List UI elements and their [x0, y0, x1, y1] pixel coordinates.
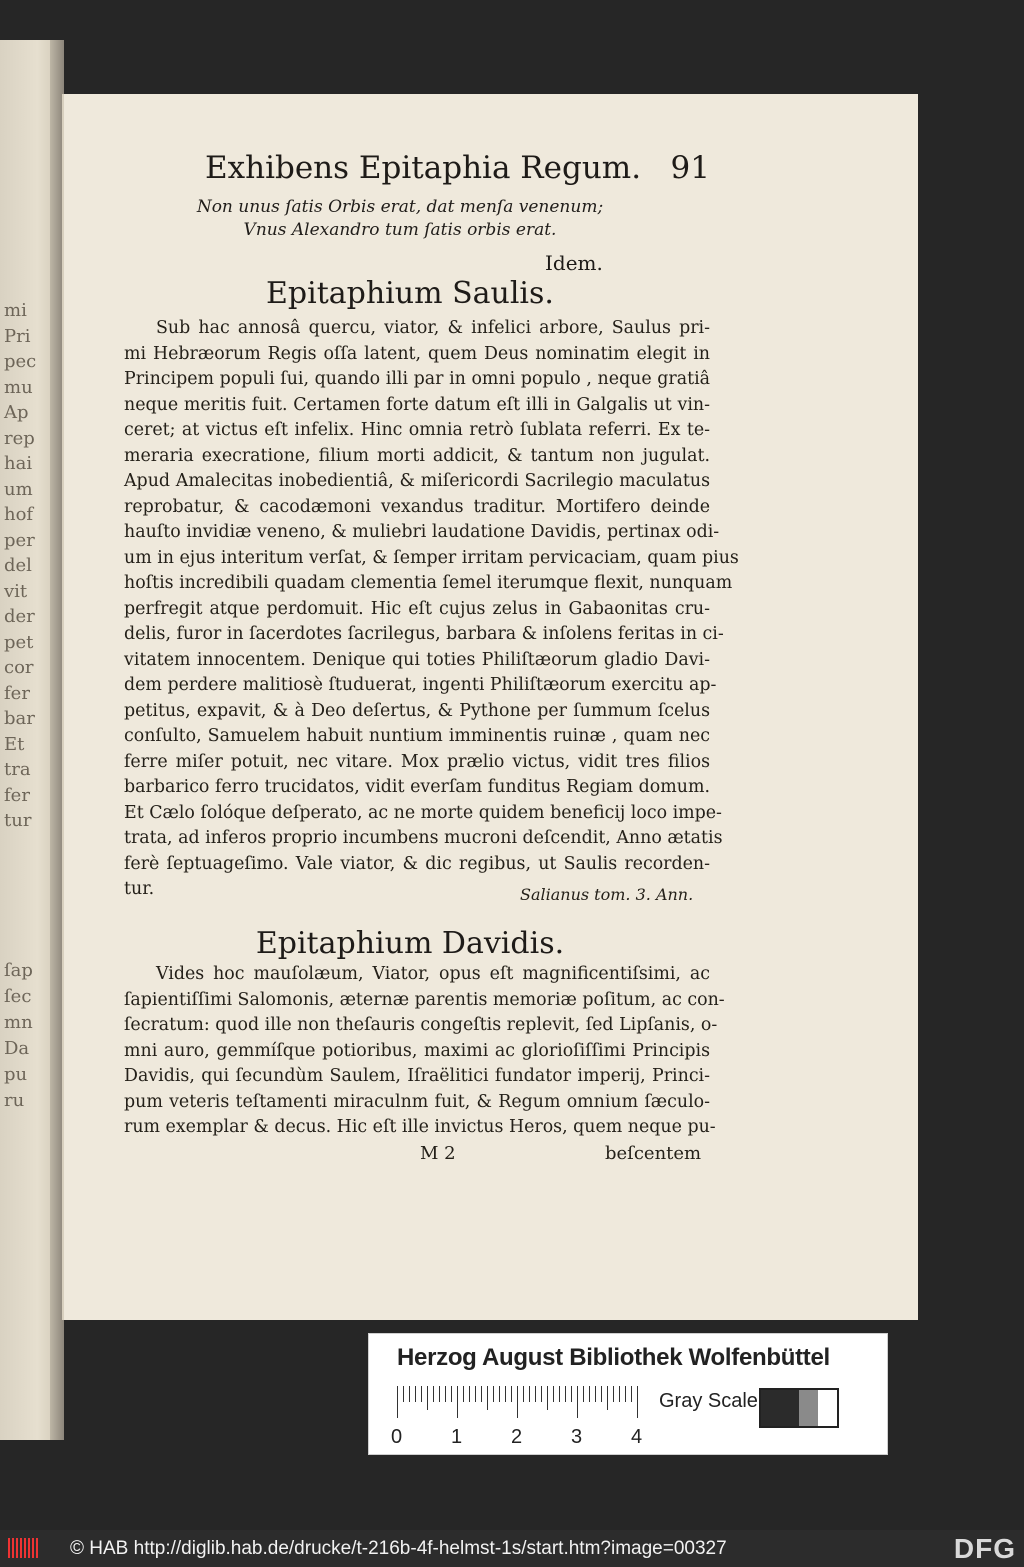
body-saulis-line: tur. — [124, 879, 155, 899]
body-saulis-line: mi Hebræorum Regis oſſa latent, quem Deus nominatim elegit in — [124, 343, 710, 364]
ruler-number: 3 — [571, 1426, 583, 1448]
body-saulis-line: barbarico ferro trucidatos, vidit everſam funditus Regiam domum. — [124, 777, 710, 797]
ruler-tick — [607, 1386, 608, 1410]
body-saulis-line: delis, furor in ſacerdotes ſacrilegus, barbara & inſolens feritas in ci- — [124, 624, 724, 644]
previous-page-fragment: ſec — [4, 986, 32, 1007]
body-saulis-line: meraria execratione, filium morti addicit, & tantum non jugulat. — [124, 445, 710, 466]
body-davidis-line: ſapientiſſimi Salomonis, æternæ parentis memoriæ poſitum, ac con- — [124, 989, 725, 1010]
running-title: Exhibens Epitaphia Regum. — [205, 150, 642, 186]
ruler-tick — [619, 1386, 620, 1402]
ruler-tick — [481, 1386, 482, 1402]
previous-page-fragment: del — [4, 555, 32, 576]
body-saulis-line: perfregit atque perdomuit. Hic eſt cujus zelus in Gabaonitas cru- — [124, 598, 710, 619]
ruler — [397, 1386, 647, 1418]
body-davidis-line: rum exemplar & decus. Hic eſt ille invictus Heros, quem neque pu- — [124, 1117, 716, 1137]
ruler-tick — [631, 1386, 632, 1402]
ruler-tick — [547, 1386, 548, 1410]
previous-page-fragment: fer — [4, 682, 30, 704]
previous-page-fragment: mi — [4, 300, 27, 321]
ruler-tick — [523, 1386, 524, 1402]
verse-line-2: Vnus Alexandro tum ſatis orbis erat. — [243, 220, 557, 240]
ruler-tick — [499, 1386, 500, 1402]
previous-page-fragment: tra — [4, 759, 31, 780]
previous-page-fragment: Ap — [4, 402, 29, 423]
ruler-tick — [529, 1386, 530, 1402]
body-davidis-line: Davidis, qui ſecundùm Saulem, Iſraëlitici fundator imperij, Princi- — [124, 1066, 710, 1086]
ruler-tick — [577, 1386, 578, 1418]
body-saulis-line: neque meritis fuit. Certamen forte datum eſt illi in Galgalis ut vin- — [124, 394, 710, 415]
gray-swatch — [780, 1390, 799, 1426]
ruler-tick — [517, 1386, 518, 1418]
body-saulis-line: Principem populi ſui, quando illi par in omni populo , neque gratiâ — [124, 369, 710, 389]
ruler-tick — [493, 1386, 494, 1402]
ruler-tick — [475, 1386, 476, 1402]
hab-logo-icon — [8, 1538, 38, 1558]
previous-page-fragment: fer — [4, 784, 30, 806]
ruler-tick — [589, 1386, 590, 1402]
body-saulis-line: dem perdere malitiosè ſtuduerat, ingenti Philiſtæorum exercitu ap- — [124, 675, 717, 695]
ruler-number: 0 — [391, 1426, 403, 1448]
ruler-tick — [505, 1386, 506, 1402]
previous-page-fragment: cor — [4, 657, 34, 678]
heading-epitaphium-davidis: Epitaphium Davidis. — [255, 926, 565, 961]
ruler-tick — [445, 1386, 446, 1402]
body-saulis — [124, 316, 739, 903]
ruler-tick — [469, 1386, 470, 1402]
body-saulis-line: Et Cælo ſolóque deſperato, ac ne morte quidem beneficij loco impe- — [124, 802, 722, 823]
body-davidis-line: Vides hoc mauſolæum, Viator, opus eſt magnificentiſsimi, ac — [156, 964, 710, 984]
previous-page-fragment: Et — [4, 733, 25, 755]
body-saulis-line: ferre miſer potuit, nec vitare. Mox prælio victus, vidit tres filios — [124, 751, 710, 772]
body-saulis-line: vitatem innocentem. Denique qui toties Philiſtæorum gladio Davi- — [124, 649, 710, 670]
body-saulis-line: ceret; at victus eſt infelix. Hinc omnia retrò ſublata referri. Ex te- — [124, 420, 710, 440]
body-saulis-line: trata, ad inferos proprio incumbens mucroni deſcendit, Anno ætatis — [124, 828, 723, 848]
previous-page-fragment: ſap — [4, 960, 33, 981]
gray-scale-label: Gray Scale — [659, 1390, 758, 1412]
previous-page-fragment: pec — [4, 351, 37, 372]
ruler-number: 2 — [511, 1426, 523, 1448]
ruler-tick — [583, 1386, 584, 1402]
previous-page-fragment: bar — [4, 708, 35, 729]
ruler-tick — [601, 1386, 602, 1402]
body-saulis-line: Apud Amalecitas inobedientiâ, & miſericordi Sacrilegio maculatus — [124, 471, 710, 491]
previous-page-fragment: ru — [4, 1090, 25, 1111]
body-davidis-line: mni auro, gemmíſque potioribus, maximi ac glorioſiſſimi Principis — [124, 1040, 710, 1061]
body-davidis-line: pum veteris teſtamenti miraculnm fuit, & Regum omnium ſæculo- — [124, 1091, 710, 1112]
page-number: 91 — [670, 150, 710, 186]
ruler-tick — [397, 1386, 398, 1418]
verse-line-1: Non unus ſatis Orbis erat, dat menſa venenum; — [196, 197, 604, 217]
previous-page-fragment: Pri — [4, 325, 31, 347]
ruler-tick — [433, 1386, 434, 1402]
gray-swatch — [818, 1390, 837, 1426]
body-saulis-line: petitus, expavit, & à Deo deſertus, & Pythone per ſummum ſcelus — [124, 700, 710, 721]
ruler-tick — [463, 1386, 464, 1402]
ruler-number: 4 — [631, 1426, 643, 1448]
ruler-tick — [451, 1386, 452, 1402]
ruler-tick — [559, 1386, 560, 1402]
ruler-number: 1 — [451, 1426, 463, 1448]
dfg-logo: DFG — [953, 1533, 1016, 1564]
catchword: beſcentem — [605, 1143, 702, 1164]
body-saulis-line: conſulto, Samuelem habuit nuntium imminentis ruinæ , quam nec — [124, 726, 710, 746]
running-head — [205, 147, 710, 189]
ruler-tick — [571, 1386, 572, 1402]
body-saulis-line: ferè ſeptuageſimo. Vale viator, & dic regibus, ut Saulis recorden- — [124, 853, 710, 874]
ruler-tick — [511, 1386, 512, 1402]
gray-swatch — [761, 1390, 780, 1426]
ruler-tick — [553, 1386, 554, 1402]
footer-source-link[interactable]: © HAB http://diglib.hab.de/drucke/t-216b-4f-helmst-1s/start.htm?image=00327 — [70, 1538, 727, 1559]
ruler-tick — [457, 1386, 458, 1418]
ruler-tick — [403, 1386, 404, 1402]
library-name: Herzog August Bibliothek Wolfenbüttel — [397, 1344, 830, 1371]
previous-page-fragment: der — [4, 606, 35, 627]
body-davidis — [124, 962, 725, 1141]
previous-page-fragment: mu — [4, 376, 33, 398]
color-card — [368, 1333, 888, 1455]
body-saulis-line: hoſtis incredibili quadam clementia ſemel iterumque flexit, nunquam — [124, 573, 733, 593]
ruler-tick — [565, 1386, 566, 1402]
previous-page-fragment: vit — [4, 580, 28, 602]
signature-mark: M 2 — [420, 1143, 456, 1164]
previous-page-fragment: tur — [4, 810, 32, 831]
body-saulis-line: hauſto invidiæ veneno, & muliebri laudatione Davidis, pertinax odi- — [124, 522, 720, 542]
previous-page-fragment: hai — [4, 453, 33, 474]
previous-page-fragment: mn — [4, 1012, 33, 1033]
previous-page-fragment: pu — [4, 1064, 28, 1085]
body-saulis-line: Sub hac annosâ quercu, viator, & infelici arbore, Saulus pri- — [156, 318, 710, 338]
gray-scale-swatches — [759, 1388, 839, 1428]
source-citation: Salianus tom. 3. Ann. — [520, 885, 694, 904]
ruler-tick — [415, 1386, 416, 1402]
previous-page-fragment: um — [4, 478, 33, 500]
previous-page-fragment: Da — [4, 1038, 30, 1059]
ruler-tick — [595, 1386, 596, 1402]
ruler-tick — [487, 1386, 488, 1410]
ruler-tick — [421, 1386, 422, 1402]
ruler-tick — [625, 1386, 626, 1402]
gray-swatch — [799, 1390, 818, 1426]
body-saulis-line: reprobatur, & cacodæmoni vexandus traditur. Mortifero deinde — [124, 496, 710, 517]
previous-page-fragment: hof — [4, 504, 34, 525]
ruler-tick — [427, 1386, 428, 1410]
heading-epitaphium-saulis: Epitaphium Saulis. — [266, 276, 554, 311]
previous-page-fragment: per — [4, 529, 35, 551]
previous-page-fragment: pet — [4, 631, 34, 653]
idem-label: Idem. — [545, 251, 603, 275]
previous-page-fragment: rep — [4, 427, 35, 449]
ruler-tick — [439, 1386, 440, 1402]
ruler-tick — [409, 1386, 410, 1402]
ruler-tick — [637, 1386, 638, 1418]
ruler-tick — [541, 1386, 542, 1402]
footer-bar — [0, 1530, 1024, 1567]
ruler-tick — [613, 1386, 614, 1402]
body-saulis-line: um in ejus interitum verſat, & ſemper irritam pervicaciam, quam pius — [124, 547, 739, 568]
ruler-tick — [535, 1386, 536, 1402]
body-davidis-line: ſecratum: quod ille non theſauris congeſtis replevit, ſed Lipſanis, o- — [124, 1015, 718, 1035]
